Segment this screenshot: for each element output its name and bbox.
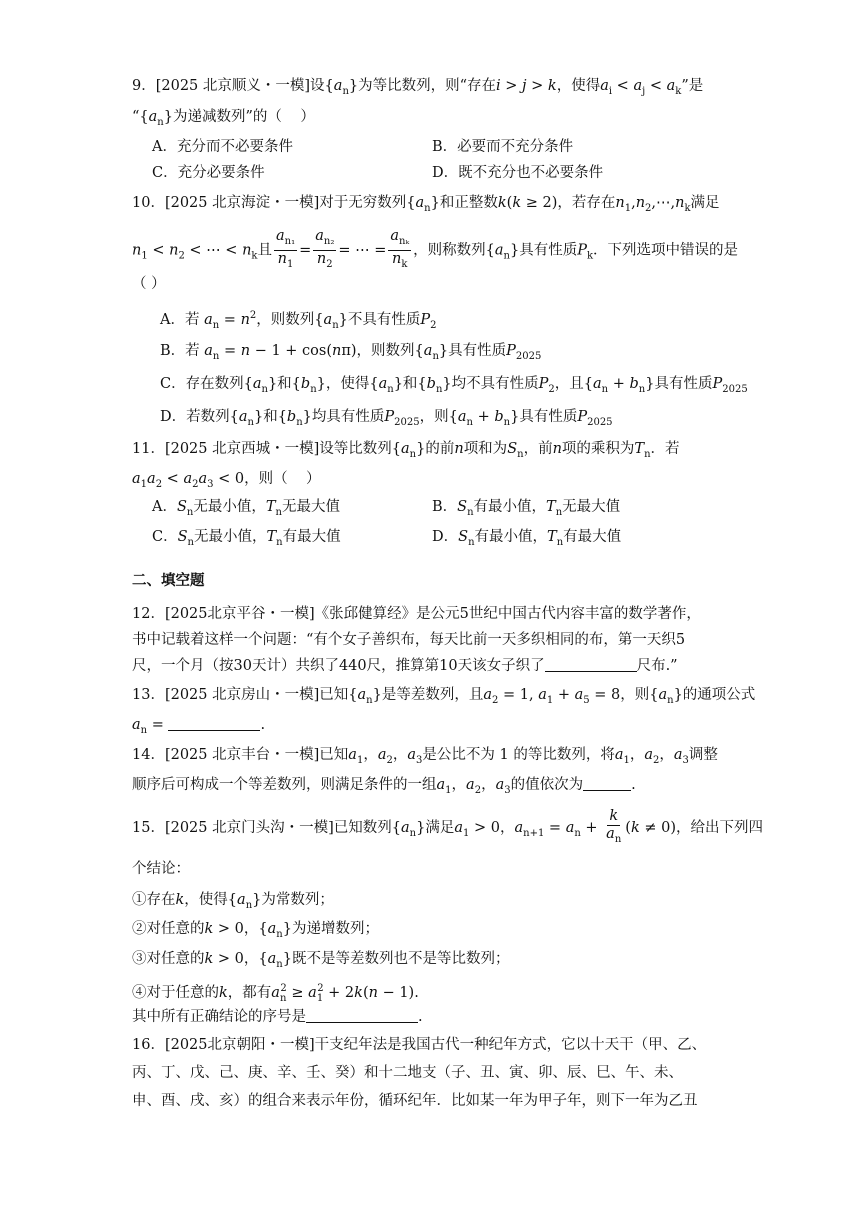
section-title: 二、填空题 xyxy=(132,573,205,589)
q10-option-b: B．若 $a_n = n - 1 + \cos(n\pi)$，则数列$\{a_n\}$具有性质$P_{2025}$ xyxy=(160,343,542,362)
q10-line2: $n_1 < n_2$ < ⋯ < $n_k$且 $\frac{a_{n_1}}{n_1}$ = $\frac{a_{n_2}}{n_2}$ = ⋯ = $\frac{a_{n_k}}{n_k}$ ，则称数列$\{a_n\}$具有性质$P_k$．下列选项中错误的是 xyxy=(132,228,739,270)
q15-ending-text: 其中所有正确结论的序号是 xyxy=(132,1009,306,1025)
q9-line1: 9．[2025 北京顺义・一模]设$\{a_n\}$为等比数列，则“存在i > j > k，使得$a_i < a_j < a_k$”是 xyxy=(132,78,704,97)
q15-ending xyxy=(132,1006,423,1028)
q15-ending-end: . xyxy=(418,1009,423,1025)
q12-line3-text: 尺，一个月（按30天计）共织了440尺，推算第10天该女子织了 xyxy=(132,658,545,674)
q14-line2: 顺序后可构成一个等差数列，则满足条件的一组$a_1$，$a_2$，$a_3$的值依次为 . xyxy=(132,777,636,796)
q15-item-4: ④对于任意的k，都有$a_n^2 \ge a_1^2 + 2k(n - 1)$. xyxy=(132,983,419,1004)
q9-line2: “$\{a_n\}$为递减数列”的（ ） xyxy=(132,109,315,128)
q9-option-d: D．既不充分也不必要条件 xyxy=(432,165,604,181)
q11-option-b: B．$S_n$有最小值，$T_n$无最大值 xyxy=(432,499,621,518)
q13-line1: 13．[2025 北京房山・一模]已知$\{a_n\}$是等差数列，且$a_2 = 1$, $a_1 + a_5 = 8$，则$\{a_n\}$的通项公式 xyxy=(132,687,756,706)
q9-option-b: B．必要而不充分条件 xyxy=(432,139,574,155)
q12-line2: 书中记载着这样一个问题：“有个女子善织布，每天比前一天多织相同的布，第一天织5 xyxy=(132,632,686,648)
q13-line2: $a_n$ = . xyxy=(132,717,266,736)
q12-answer-blank[interactable] xyxy=(545,657,637,672)
q11-option-d: D．$S_n$有最小值，$T_n$有最大值 xyxy=(432,529,622,548)
q12-line1: 12．[2025北京平谷・一模]《张邱健算经》是公元5世纪中国古代内容丰富的数学著作， xyxy=(132,606,701,622)
q16-line1: 16．[2025北京朝阳・一模]干支纪年法是我国古代一种纪年方式，它以十天干（甲、乙、 xyxy=(132,1037,707,1053)
q16-line3: 申、酉、戌、亥）的组合来表示年份，循环纪年．比如某一年为甲子年，则下一年为乙丑 xyxy=(132,1093,698,1109)
q15-line2: 个结论： xyxy=(132,861,190,877)
q12-line3 xyxy=(132,655,678,677)
q10-option-d: D．若数列$\{a_n\}$和$\{b_n\}$均具有性质$P_{2025}$，则$\{a_n + b_n\}$具有性质$P_{2025}$ xyxy=(160,409,613,428)
q14-answer-blank[interactable] xyxy=(583,776,631,791)
q10-line3: （ ） xyxy=(132,276,166,292)
q15-line1: 15．[2025 北京门头沟・一模]已知数列$\{a_n\}$满足$a_1 > 0$，$a_{n+1} = a_n$ + $\frac{k}{a_n}$ (k ≠ 0)，给出下列四 xyxy=(132,808,763,845)
q11-line2: $a_1a_2 < a_2a_3 < 0$，则（ ） xyxy=(132,471,321,490)
q15-item-2: ②对任意的k > 0，$\{a_n\}$为递增数列； xyxy=(132,921,379,940)
q15-item-1: ①存在k，使得$\{a_n\}$为常数列； xyxy=(132,892,334,911)
q9-option-a: A．充分而不必要条件 xyxy=(152,139,293,155)
q11-line1: 11．[2025 北京西城・一模]设等比数列$\{a_n\}$的前n项和为$S_n$，前n项的乘积为$T_n$．若 xyxy=(132,441,680,460)
q10-option-c: C．存在数列$\{a_n\}$和$\{b_n\}$，使得$\{a_n\}$和$\{b_n\}$均不具有性质$P_2$，且$\{a_n + b_n\}$具有性质$P_{2025}$ xyxy=(160,376,748,395)
q11-option-c: C．$S_n$无最小值，$T_n$有最大值 xyxy=(152,529,341,548)
q14-line1: 14．[2025 北京丰台・一模]已知$a_1$，$a_2$，$a_3$是公比不为 1 的等比数列，将$a_1$，$a_2$，$a_3$调整 xyxy=(132,747,718,766)
q16-line2: 丙、丁、戊、己、庚、辛、壬、癸）和十二地支（子、丑、寅、卯、辰、巳、午、未、 xyxy=(132,1065,683,1081)
q13-answer-blank[interactable] xyxy=(168,716,260,731)
q15-answer-blank[interactable] xyxy=(306,1008,418,1023)
q12-line3-end: 尺布.” xyxy=(636,658,678,674)
q11-option-a: A．$S_n$无最小值，$T_n$无最大值 xyxy=(152,499,340,518)
q9-option-c: C．充分必要条件 xyxy=(152,165,265,181)
q10-line1: 10．[2025 北京海淀・一模]对于无穷数列$\{a_n\}$和正整数k(k ≥ 2)，若存在$n_1,n_2,\cdots,n_k$满足 xyxy=(132,195,720,214)
q10-option-a: A．若 $a_n = n^2$，则数列$\{a_n\}$不具有性质$P_2$ xyxy=(160,310,437,331)
q15-item-3: ③对任意的k > 0，$\{a_n\}$既不是等差数列也不是等比数列； xyxy=(132,951,510,970)
